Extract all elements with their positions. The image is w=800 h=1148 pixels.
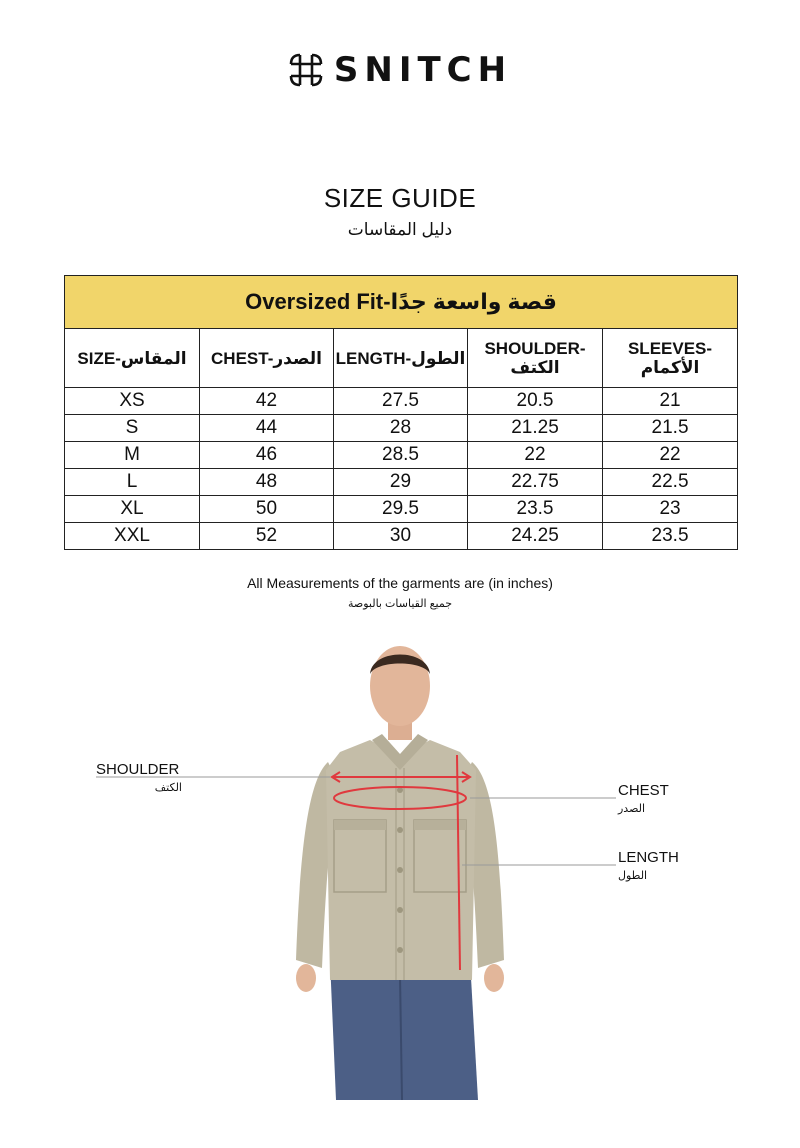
cell-chest: 42 xyxy=(200,388,334,415)
cell-shoulder: 22 xyxy=(468,442,603,469)
cell-sleeves: 23 xyxy=(603,496,738,523)
fit-label: Oversized Fit-قصة واسعة جدًا xyxy=(65,276,738,329)
cell-chest: 46 xyxy=(200,442,334,469)
chest-label-arabic: الصدر xyxy=(618,803,646,815)
cell-chest: 44 xyxy=(200,415,334,442)
fit-header-row xyxy=(65,276,738,329)
cell-size: XS xyxy=(65,388,200,415)
chest-callout xyxy=(618,782,669,818)
cell-shoulder: 22.75 xyxy=(468,469,603,496)
header-size: SIZE-المقاس xyxy=(65,329,200,388)
page-subtitle-arabic: دليل المقاسات xyxy=(347,220,453,239)
header-length: LENGTH-الطول xyxy=(334,329,468,388)
shirt-button xyxy=(397,827,403,833)
length-label-arabic: الطول xyxy=(618,870,648,882)
measurement-note: All Measurements of the garments are (in inches) xyxy=(247,575,553,591)
table-row xyxy=(65,415,738,442)
cell-chest: 48 xyxy=(200,469,334,496)
cell-shoulder: 21.25 xyxy=(468,415,603,442)
left-hand xyxy=(296,964,316,992)
table-row xyxy=(65,388,738,415)
header-shoulder: SHOULDER- الكتف xyxy=(468,329,603,388)
cell-shoulder: 23.5 xyxy=(468,496,603,523)
cell-chest: 52 xyxy=(200,523,334,550)
brand-name: SNITCH xyxy=(333,50,513,90)
page-title: SIZE GUIDE xyxy=(323,183,477,213)
cell-sleeves: 21 xyxy=(603,388,738,415)
measurement-note-arabic: جميع القياسات بالبوصة xyxy=(347,598,453,610)
shirt-button xyxy=(397,867,403,873)
length-label: LENGTH xyxy=(618,849,679,866)
cell-sleeves: 21.5 xyxy=(603,415,738,442)
cell-length: 28 xyxy=(334,415,468,442)
header-sleeves: SLEEVES- الأكمام xyxy=(603,329,738,388)
cell-sleeves: 22 xyxy=(603,442,738,469)
table-row xyxy=(65,523,738,550)
cell-chest: 50 xyxy=(200,496,334,523)
cell-length: 28.5 xyxy=(334,442,468,469)
table-row xyxy=(65,442,738,469)
cell-size: XL xyxy=(65,496,200,523)
cell-shoulder: 24.25 xyxy=(468,523,603,550)
column-header-row xyxy=(65,329,738,388)
hash-knot-icon xyxy=(288,52,324,88)
table-row xyxy=(65,469,738,496)
cell-size: M xyxy=(65,442,200,469)
shirt-button xyxy=(397,907,403,913)
cell-length: 27.5 xyxy=(334,388,468,415)
length-callout xyxy=(618,849,679,885)
cell-size: XXL xyxy=(65,523,200,550)
chest-label: CHEST xyxy=(618,782,669,799)
cell-shoulder: 20.5 xyxy=(468,388,603,415)
cell-length: 29 xyxy=(334,469,468,496)
table-row xyxy=(65,496,738,523)
brand-logo xyxy=(0,50,800,90)
cell-length: 29.5 xyxy=(334,496,468,523)
cell-sleeves: 23.5 xyxy=(603,523,738,550)
cell-sleeves: 22.5 xyxy=(603,469,738,496)
size-chart-table xyxy=(64,275,738,550)
model-illustration xyxy=(0,630,800,1148)
right-hand xyxy=(484,964,504,992)
cell-size: S xyxy=(65,415,200,442)
shoulder-label: SHOULDER xyxy=(96,761,180,778)
shoulder-label-arabic: الكتف xyxy=(154,782,182,794)
shirt-button xyxy=(397,947,403,953)
shoulder-callout xyxy=(96,761,182,797)
cell-length: 30 xyxy=(334,523,468,550)
cell-size: L xyxy=(65,469,200,496)
jeans-shape xyxy=(330,960,478,1100)
header-chest: CHEST-الصدر xyxy=(200,329,334,388)
